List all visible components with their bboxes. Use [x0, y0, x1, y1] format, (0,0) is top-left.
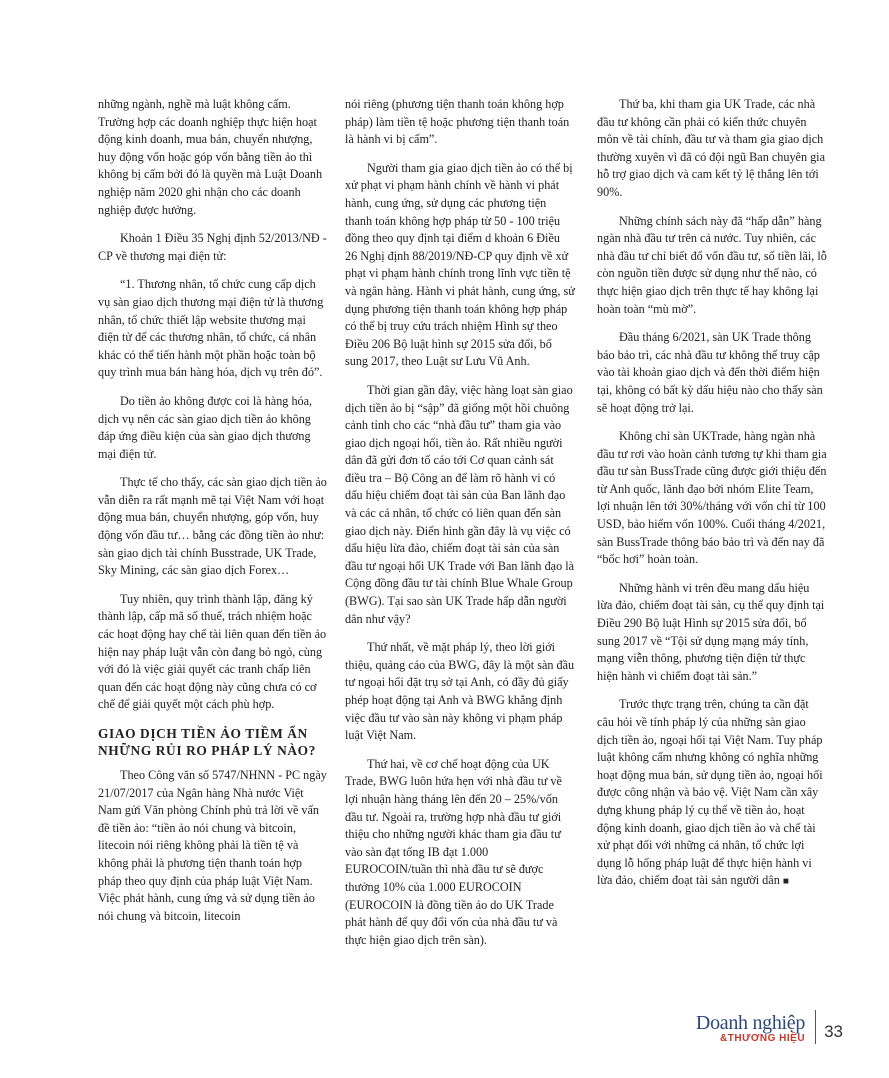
paragraph: Thứ hai, về cơ chế hoạt động của UK Trade, BWG luôn hứa hẹn với nhà đầu tư về lợi nhuận hàng tháng lên đến 20 – 25%/vốn đầu tư. Ngoài ra, trường hợp nhà đầu tư giới thiệu cho những người khác tham gia đầu tư vào sàn đạt tổng IB đạt 1.000 EUROCOIN/tuần thì nhà đầu tư sẽ được thưởng 10% của 1.000 EUROCOIN (EUROCOIN là đồng tiền ảo do UK Trade phát hành để quy đổi vốn của nhà đầu tư và thực hiện giao dịch trên sàn).	[345, 756, 562, 947]
quote-paragraph: “1. Thương nhân, tổ chức cung cấp dịch vụ sàn giao dịch thương mại điện tử là thương nhân, tổ chức thiết lập website thương mại điện tử để các thương nhân, tổ chức, cá nhân khác có thể tiến hành một phần hoặc toàn bộ quy trình mua bán hàng hóa, dịch vụ trên đó”.	[98, 277, 324, 380]
text-column-3	[597, 96, 827, 902]
page-number: 33	[824, 1022, 843, 1041]
paragraph: Theo Công văn số 5747/NHNN - PC ngày 21/07/2017 của Ngân hàng Nhà nước Việt Nam gửi Văn phòng Chính phủ trả lời về vấn đề tiền ảo: “tiền ảo nói chung và bitcoin, litecoin nói riêng không phải là tiền tệ và không phải là phương tiện thanh toán hợp pháp theo quy định của pháp luật Việt Nam. Việc phát hành, cung ứng và sử dụng tiền ảo nói chung và bitcoin, litecoin	[98, 768, 327, 923]
paragraph: Những hành vi trên đều mang dấu hiệu lừa đảo, chiếm đoạt tài sản, cụ thể quy định tại Điều 290 Bộ luật Hình sự 2015 sửa đổi, bổ sung 2017 về “Tội sử dụng mạng máy tính, mạng viễn thông, phương tiện điện tử thực hiện hành vi chiếm đoạt tài sản.”	[597, 580, 825, 683]
paragraph: Tuy nhiên, quy trình thành lập, đăng ký thành lập, cấp mã số thuế, trách nhiệm hoặc các hoạt động hay chế tài liên quan đến tiền ảo hiện nay pháp luật vẫn còn đang bỏ ngỏ, cùng với đó là việc giải quyết các tranh chấp liên quan đến các hoạt động này cũng chưa có cơ chế để giải quyết một cách phù hợp.	[98, 591, 327, 712]
footer-divider	[815, 1010, 816, 1044]
paragraph: Khoản 1 Điều 35 Nghị định 52/2013/NĐ - CP về thương mại điện tử:	[98, 231, 327, 263]
section-heading: GIAO DỊCH TIỀN ẢO TIỀM ẨN NHỮNG RỦI RO PHÁP LÝ NÀO?	[98, 726, 316, 758]
paragraph: Do tiền ảo không được coi là hàng hóa, dịch vụ nên các sàn giao dịch tiền ảo không đáp ứng điều kiện của sàn giao dịch thương mại điện tử.	[98, 393, 313, 461]
end-mark-icon: ■	[782, 876, 789, 888]
paragraph: những ngành, nghề mà luật không cấm. Trường hợp các doanh nghiệp thực hiện hoạt động kinh doanh, mua bán, chuyển nhượng, huy động vốn hoặc góp vốn bằng tiền ảo thì không bị cấm bởi đó là quyền mà Luật Doanh nghiệp năm 2020 ghi nhận cho các doanh nghiệp được hưởng.	[98, 97, 323, 217]
paragraph: Người tham gia giao dịch tiền ảo có thể bị xử phạt vi phạm hành chính về hành vi phát hành, cung ứng, sử dụng các phương tiện thanh toán không hợp pháp từ 50 - 100 triệu đồng theo quy định tại điểm d khoản 6 Điều 26 Nghị định 88/2019/NĐ-CP quy định về xử phạt vi phạm hành chính trong lĩnh vực tiền tệ và ngân hàng. Hành vi phát hành, cung ứng, sử dụng phương tiện thanh toán không hợp pháp có thể bị truy cứu trách nhiệm Hình sự theo Điều 206 Bộ luật hình sự 2015 sửa đổi, bổ sung 2017, theo Luật sư Lưu Vũ Anh.	[345, 160, 575, 369]
text-column-2	[345, 96, 575, 960]
paragraph: Không chỉ sàn UKTrade, hàng ngàn nhà đầu tư rơi vào hoàn cảnh tương tự khi tham gia đầu tư sàn BussTrade cũng được giới thiệu đến từ Anh quốc, lãnh đạo bởi nhóm Elite Team, lợi nhuận lên tới 30%/tháng với vốn chỉ từ 100 USD, bảo hiểm vốn 100%. Cuối tháng 4/2021, sàn BussTrade thông báo bảo trì và đến nay đã “bốc hơi” hoàn toàn.	[597, 429, 827, 567]
text-column-1	[98, 96, 328, 936]
final-paragraph-text: Trước thực trạng trên, chúng ta cần đặt câu hỏi về tính pháp lý của những sàn giao dịch tiền ảo, ngoại hối tại Việt Nam. Tuy pháp luật không cấm nhưng không có nghĩa những hoạt động mua bán, sử dụng tiền ảo, ngoại hối được công nhận và bảo vệ. Việt Nam cần xây dựng khung pháp lý cụ thể về tiền ảo, hoạt động kinh doanh, giao dịch tiền ảo và chế tài xử phạt đối với những cá nhân, tổ chức lợi dụng lỗ hổng pháp luật để thực hiện hành vi lừa đảo, chiếm đoạt tài sản người dân	[597, 697, 823, 888]
paragraph: Đầu tháng 6/2021, sàn UK Trade thông báo bảo trì, các nhà đầu tư không thể truy cập vào tài khoản giao dịch và đến thời điểm hiện tại, không có bất kỳ dấu hiệu nào cho thấy sàn sẽ hoạt động trở lại.	[597, 330, 823, 415]
magazine-logo	[696, 1013, 805, 1044]
magazine-name-top: Doanh nghiệp	[695, 1012, 806, 1034]
magazine-name-bottom: &THƯƠNG HIỆU	[720, 1033, 806, 1044]
paragraph: Thứ ba, khi tham gia UK Trade, các nhà đầu tư không cần phải có kiến thức chuyên môn về tài chính, đầu tư và tham gia giao dịch thường xuyên vì đã có đội ngũ Ban chuyên gia hỗ trợ giao dịch và cam kết tỷ lệ thắng lên tới 90%.	[597, 97, 825, 199]
paragraph-final	[597, 696, 827, 891]
paragraph: Thứ nhất, về mặt pháp lý, theo lời giới thiệu, quảng cáo của BWG, đây là một sàn đầu tư ngoại hối đặt trụ sở tại Anh, có đầy đủ giấy phép hoạt động tại Anh và BWG khẳng định việc đầu tư vào sàn này không vi phạm pháp luật Việt Nam.	[345, 640, 575, 743]
paragraph: Thời gian gần đây, việc hàng loạt sàn giao dịch tiền ảo bị “sập” đã giống một hồi chuông cảnh tỉnh cho các “nhà đầu tư” tham gia vào giao dịch ngoại hối, tiền ảo. Rất nhiều người dân đã gửi đơn tố cáo tới Cơ quan cảnh sát điều tra – Bộ Công an để làm rõ hành vi có dấu hiệu chiếm đoạt tài sản của Ban lãnh đạo và các cá nhân, tổ chức có liên quan đến sàn giao dịch này. Điển hình gần đây là vụ việc có dấu hiệu lừa đảo, chiếm đoạt tài sản của sàn đầu tư ngoại hối UK Trade với Ban lãnh đạo là Cộng đồng đầu tư tài chính Blue Whale Group (BWG). Tại sao sàn UK Trade hấp dẫn người dân như vậy?	[345, 382, 575, 626]
paragraph: nói riêng (phương tiện thanh toán không hợp pháp) làm tiền tệ hoặc phương tiện thanh toán là hành vi bị cấm”.	[345, 97, 570, 147]
page-footer	[696, 1004, 843, 1044]
paragraph: Thực tế cho thấy, các sàn giao dịch tiền ảo vẫn diễn ra rất mạnh mẽ tại Việt Nam với hoạt động mua bán, chuyển nhượng, góp vốn, huy động vốn đầu tư… bằng các đồng tiền ảo như: sàn giao dịch tài chính Busstrade, UK Trade, Sky Mining, các sàn giao dịch Forex…	[98, 475, 327, 578]
paragraph: Những chính sách này đã “hấp dẫn” hàng ngàn nhà đầu tư trên cả nước. Tuy nhiên, các nhà đầu tư chỉ biết đổ vốn đầu tư, số tiền lãi, lỗ còn nguồn tiền được sử dụng như thế nào, có thực hiện giao dịch trên thực tế hay không lại hoàn toàn “mù mờ”.	[597, 213, 827, 316]
